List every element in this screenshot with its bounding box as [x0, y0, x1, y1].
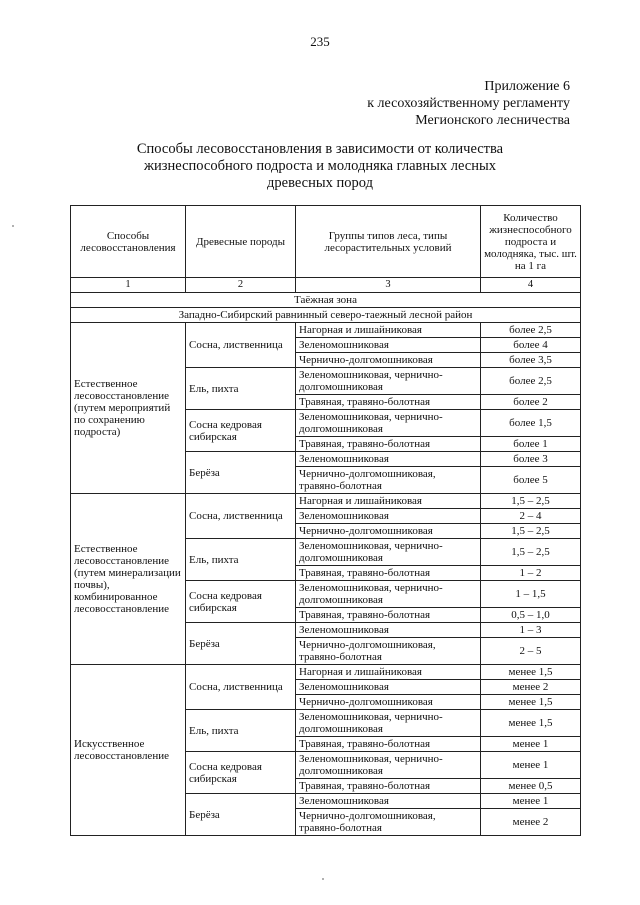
quantity-cell: более 2,5	[481, 368, 581, 395]
species-cell: Ель, пихта	[186, 368, 296, 410]
quantity-cell: менее 1,5	[481, 695, 581, 710]
scan-speck	[12, 225, 14, 227]
species-cell: Берёза	[186, 452, 296, 494]
quantity-cell: 1,5 – 2,5	[481, 494, 581, 509]
title-line-1: Способы лесовосстановления в зависимости от количества	[136, 141, 504, 157]
forest-type-cell: Травяная, травяно-болотная	[296, 779, 481, 794]
quantity-cell: менее 1	[481, 752, 581, 779]
forest-type-cell: Зеленомошниковая	[296, 623, 481, 638]
quantity-cell: менее 2	[481, 680, 581, 695]
forest-type-cell: Зеленомошниковая, чернично-долгомошниковая	[296, 752, 481, 779]
forest-type-cell: Зеленомошниковая, чернично-долгомошниковая	[296, 710, 481, 737]
appendix-line-1: Приложение 6	[484, 79, 570, 94]
species-cell: Сосна, лиственница	[186, 323, 296, 368]
header-forest-type: Группы типов леса, типы лесорастительных условий	[296, 206, 481, 278]
quantity-cell: более 3	[481, 452, 581, 467]
forest-type-cell: Травяная, травяно-болотная	[296, 566, 481, 581]
forest-type-cell: Зеленомошниковая	[296, 794, 481, 809]
forest-type-cell: Травяная, травяно-болотная	[296, 737, 481, 752]
quantity-cell: 2 – 4	[481, 509, 581, 524]
quantity-cell: 1,5 – 2,5	[481, 539, 581, 566]
zone-row	[71, 293, 581, 308]
quantity-cell: 1 – 3	[481, 623, 581, 638]
table-row	[71, 665, 581, 680]
forest-type-cell: Зеленомошниковая, чернично-долгомошниковая	[296, 539, 481, 566]
document-title	[0, 141, 640, 192]
table-header-row	[71, 206, 581, 278]
quantity-cell: менее 0,5	[481, 779, 581, 794]
column-number-row	[71, 278, 581, 293]
header-method: Способы лесовосстановления	[71, 206, 186, 278]
forest-type-cell: Чернично-долгомошниковая, травяно-болотная	[296, 467, 481, 494]
table-row	[71, 494, 581, 509]
appendix-line-2: к лесохозяйственному регламенту	[367, 96, 570, 111]
district-label: Западно-Сибирский равнинный северо-таежный лесной район	[71, 308, 581, 323]
quantity-cell: 1 – 1,5	[481, 581, 581, 608]
quantity-cell: менее 2	[481, 809, 581, 836]
header-quantity: Количество жизнеспособного подроста и молодняка, тыс. шт. на 1 га	[481, 206, 581, 278]
forest-type-cell: Зеленомошниковая, чернично-долгомошниковая	[296, 410, 481, 437]
forest-type-cell: Травяная, травяно-болотная	[296, 395, 481, 410]
forest-type-cell: Нагорная и лишайниковая	[296, 665, 481, 680]
quantity-cell: менее 1,5	[481, 710, 581, 737]
title-line-3: древесных пород	[267, 175, 373, 191]
forest-type-cell: Зеленомошниковая, чернично-долгомошниковая	[296, 368, 481, 395]
district-row	[71, 308, 581, 323]
forest-type-cell: Зеленомошниковая	[296, 338, 481, 353]
reforestation-table	[70, 205, 581, 836]
species-cell: Ель, пихта	[186, 710, 296, 752]
quantity-cell: 0,5 – 1,0	[481, 608, 581, 623]
page-number: 235	[310, 34, 330, 49]
quantity-cell: более 1	[481, 437, 581, 452]
species-cell: Сосна кедровая сибирская	[186, 752, 296, 794]
species-cell: Ель, пихта	[186, 539, 296, 581]
method-cell: Искусственное лесовосстановление	[71, 665, 186, 836]
species-cell: Сосна кедровая сибирская	[186, 410, 296, 452]
forest-type-cell: Зеленомошниковая	[296, 509, 481, 524]
forest-type-cell: Нагорная и лишайниковая	[296, 494, 481, 509]
forest-type-cell: Травяная, травяно-болотная	[296, 437, 481, 452]
column-number: 4	[481, 278, 581, 293]
forest-type-cell: Чернично-долгомошниковая, травяно-болотная	[296, 638, 481, 665]
quantity-cell: 2 – 5	[481, 638, 581, 665]
column-number: 1	[71, 278, 186, 293]
species-cell: Сосна кедровая сибирская	[186, 581, 296, 623]
scan-speck	[322, 878, 324, 880]
title-line-2: жизнеспособного подроста и молодняка главных лесных	[144, 158, 496, 174]
quantity-cell: более 1,5	[481, 410, 581, 437]
forest-type-cell: Чернично-долгомошниковая	[296, 695, 481, 710]
method-cell: Естественное лесовосстановление (путем минерализации почвы), комбинированное лесовосстановление	[71, 494, 186, 665]
quantity-cell: более 2,5	[481, 323, 581, 338]
method-cell: Естественное лесовосстановление (путем мероприятий по сохранению подроста)	[71, 323, 186, 494]
forest-type-cell: Травяная, травяно-болотная	[296, 608, 481, 623]
forest-type-cell: Чернично-долгомошниковая, травяно-болотная	[296, 809, 481, 836]
quantity-cell: более 2	[481, 395, 581, 410]
species-cell: Сосна, лиственница	[186, 665, 296, 710]
species-cell: Берёза	[186, 623, 296, 665]
quantity-cell: 1 – 2	[481, 566, 581, 581]
forest-type-cell: Зеленомошниковая	[296, 452, 481, 467]
quantity-cell: более 3,5	[481, 353, 581, 368]
appendix-line-3: Мегионского лесничества	[415, 113, 570, 128]
quantity-cell: более 4	[481, 338, 581, 353]
forest-type-cell: Нагорная и лишайниковая	[296, 323, 481, 338]
species-cell: Сосна, лиственница	[186, 494, 296, 539]
column-number: 2	[186, 278, 296, 293]
quantity-cell: более 5	[481, 467, 581, 494]
forest-type-cell: Чернично-долгомошниковая	[296, 524, 481, 539]
quantity-cell: менее 1,5	[481, 665, 581, 680]
species-cell: Берёза	[186, 794, 296, 836]
quantity-cell: 1,5 – 2,5	[481, 524, 581, 539]
quantity-cell: менее 1	[481, 737, 581, 752]
appendix-reference	[367, 78, 570, 129]
header-species: Древесные породы	[186, 206, 296, 278]
forest-type-cell: Зеленомошниковая	[296, 680, 481, 695]
column-number: 3	[296, 278, 481, 293]
quantity-cell: менее 1	[481, 794, 581, 809]
table-row	[71, 323, 581, 338]
forest-type-cell: Зеленомошниковая, чернично-долгомошниковая	[296, 581, 481, 608]
forest-type-cell: Чернично-долгомошниковая	[296, 353, 481, 368]
zone-label: Таёжная зона	[71, 293, 581, 308]
